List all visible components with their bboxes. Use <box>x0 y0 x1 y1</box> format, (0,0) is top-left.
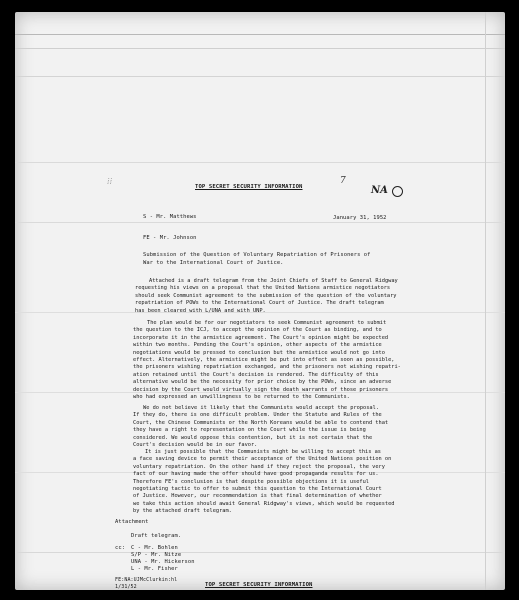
bottom-classification: TOP SECRET SECURITY INFORMATION <box>205 582 313 588</box>
paragraph-3 <box>133 405 423 449</box>
paragraph-line: The plan would be for our negotiators to seek Communist agreement to submit <box>147 320 387 326</box>
memo-date: January 31, 1952 <box>333 215 387 221</box>
paragraph-line: repatriation of POWs to the International Court of Justice. The draft telegram <box>135 300 384 307</box>
paragraph-line: within two months. Pending the Court's opinion, other aspects of the armistice <box>133 342 382 349</box>
paragraph-line: should seek Communist agreement to the submission of the question of the voluntary <box>135 292 397 299</box>
paragraph-1 <box>135 278 425 315</box>
paragraph-line: of Justice. However, our recommendation is that final determination of whether <box>133 493 382 500</box>
scan-line <box>15 48 505 49</box>
paragraph-line: If they do, there is one difficult problem. Under the Statute and Rules of the <box>133 412 382 419</box>
paragraph-line: a face saving device to permit their acceptance of the United Nations position on <box>133 456 392 463</box>
paragraph-line: decision by the Court would virtually sign the death warrants of those prisoners <box>133 386 389 393</box>
scan-line <box>15 34 505 35</box>
attachment-item: Draft telegram. <box>131 533 182 539</box>
cc-item: UNA - Mr. Hickerson <box>131 559 195 565</box>
paragraph-line: by the attached draft telegram. <box>133 508 232 515</box>
scan-line <box>15 552 505 553</box>
paragraph-line: considered. We would oppose this contention, but it is not certain that the <box>133 434 373 441</box>
paragraph-line: ation retained until the Court's decision is rendered. The difficulty of this <box>133 371 379 378</box>
paragraph-line: Court's decision would be in our favor. <box>133 442 258 449</box>
scan-edge <box>485 12 486 590</box>
paragraph-line: who had expressed an unwillingness to be returned to the Communists. <box>133 394 350 401</box>
na-stamp: NA <box>371 185 388 196</box>
scan-line <box>15 76 505 77</box>
handwritten-mark: 7 <box>340 176 346 186</box>
paragraph-line: voluntary repatriation. On the other hand if they reject the proposal, the very <box>133 463 385 470</box>
paragraph-line: negotiating tactic to offer to submit this question to the International Court <box>133 486 382 493</box>
paragraph-line: We do not believe it likely that the Communists would accept the proposal. <box>143 405 379 411</box>
paragraph-line: requesting his views on a proposal that the United Nations armistice negotiators <box>135 285 391 292</box>
paragraph-4 <box>133 449 423 516</box>
document-page <box>15 12 505 590</box>
cc-label: cc: <box>115 545 126 551</box>
paragraph-line: Therefore FE's conclusion is that despite possible objections it is useful <box>133 478 369 485</box>
cc-item: C - Mr. Bohlen <box>131 545 178 551</box>
paragraph-line: Court, the Chinese Communists or the North Koreans would be able to contend that <box>133 419 389 426</box>
paragraph-line: has been cleared with L/UNA and with UNP. <box>135 307 266 314</box>
file-date: 1/31/52 <box>115 584 137 590</box>
paragraph-line: Attached is a draft telegram from the Joint Chiefs of Staff to General Ridgway <box>149 278 398 284</box>
paragraph-line: they have a right to representation on the Court while the issue is being <box>133 427 366 434</box>
attachment-label: Attachment <box>115 519 149 525</box>
cc-item: S/P - Mr. Nitze <box>131 552 182 558</box>
paragraph-line: negotiations would be pressed to conclusion but the armistice would not go into <box>133 349 385 356</box>
paragraph-line: effect. Alternatively, the armistice might be put into effect as soon as possible, <box>133 357 395 364</box>
paragraph-line: the question to the ICJ, to accept the opinion of the Court as binding, and to <box>133 327 382 334</box>
memo-subject-line1: Submission of the Question of Voluntary Repatriation of Prisoners of <box>143 252 371 258</box>
paragraph-line: fact of our having made the offer should have good propaganda results for us. <box>133 471 379 478</box>
circle-mark-icon <box>392 186 403 197</box>
scan-line <box>15 162 505 163</box>
paragraph-line: the prisoners wishing repatriation exchanged, and the prisoners not wishing repatri- <box>133 364 401 371</box>
memo-to: S - Mr. Matthews <box>143 214 197 220</box>
paragraph-line: we take this action should await General Ridgway's views, which would be requested <box>133 500 395 507</box>
scan-line <box>15 222 505 223</box>
paragraph-line: incorporate it in the armistice agreement. The Court's opinion might be expected <box>133 334 389 341</box>
paragraph-2 <box>133 320 423 401</box>
drafter-initials: FE:NA:UJMcClurkin:hl <box>115 577 178 583</box>
cc-item: L - Mr. Fisher <box>131 566 178 572</box>
paragraph-line: alternative would be the necessity for prior choice by the POWs, since an adverse <box>133 379 392 386</box>
memo-from: FE - Mr. Johnson <box>143 235 197 241</box>
memo-subject-line2: War to the International Court of Justice. <box>143 260 284 266</box>
scan-artifact: ⁞⁞ <box>107 177 113 186</box>
top-classification: TOP SECRET SECURITY INFORMATION <box>195 184 303 190</box>
paragraph-line: It is just possible that the Communists might be willing to accept this as <box>145 449 381 455</box>
